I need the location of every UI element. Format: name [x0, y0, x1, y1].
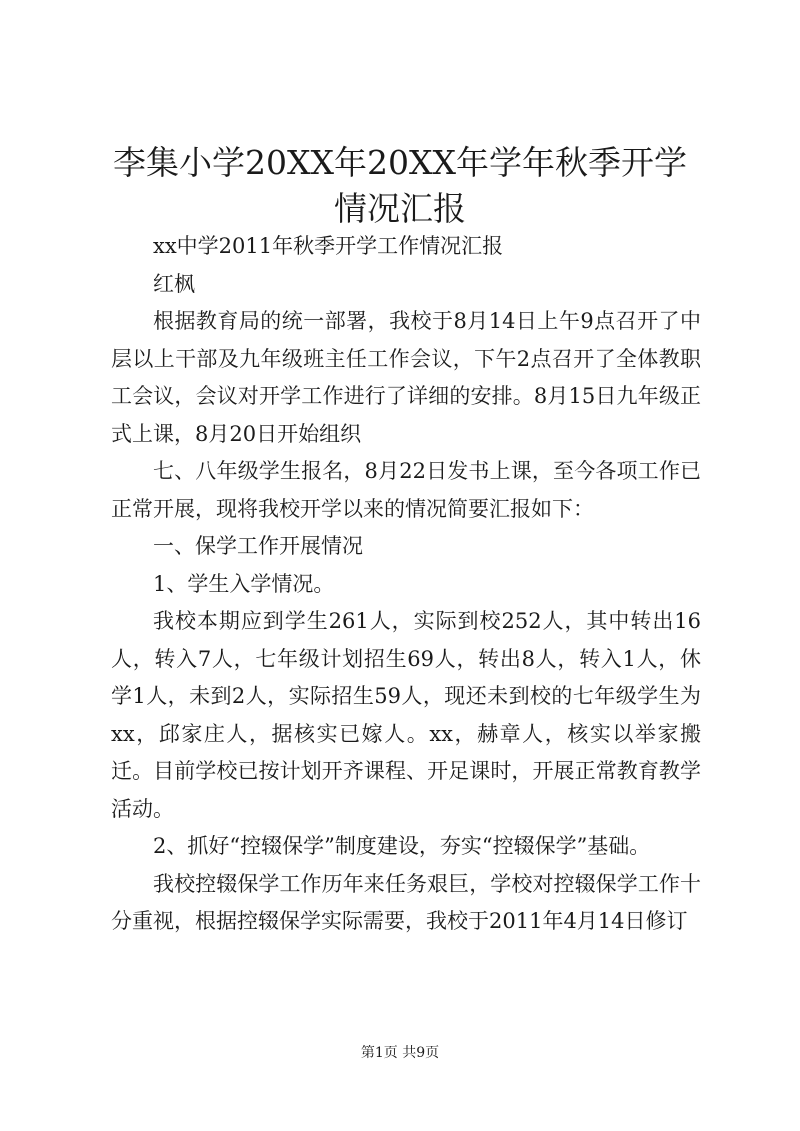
- paragraph-subtitle: xx中学2011年秋季开学工作情况汇报: [153, 234, 504, 258]
- paragraph-enrollment: 我校本期应到学生261人，实际到校252人，其中转出16人，转入7人，七年级计划招生69人，转出8人，转入1人，休学1人，未到2人，实际招生59人，现还未到校的七年级学生为xx，邱家庄人，据核实已嫁人。xx，赫章人，核实以举家搬迁。目前学校已按计划开齐课程、开足课时，开展正常教育教学活动。: [111, 609, 701, 821]
- document-body: [111, 228, 701, 941]
- subsection-heading-2: 2、抓好“控辍保学”制度建设，夯实“控辍保学”基础。: [153, 834, 651, 858]
- page-footer: 第1页 共9页: [360, 1045, 440, 1061]
- paragraph-dropout-control: 我校控辍保学工作历年来任务艰巨，学校对控辍保学工作十分重视，根据控辍保学实际需要，我校于2011年4月14日修订: [111, 871, 701, 933]
- subsection-heading-1: 1、学生入学情况。: [153, 571, 335, 596]
- section-heading-1: 一、保学工作开展情况: [153, 534, 363, 558]
- paragraph-intro-continued: 七、八年级学生报名，8月22日发书上课，至今各项工作已正常开展，现将我校开学以来的情况简要汇报如下：: [111, 459, 701, 521]
- paragraph-intro: 根据教育局的统一部署，我校于8月14日上午9点召开了中层以上干部及九年级班主任工作会议，下午2点召开了全体教职工会议，会议对开学工作进行了详细的安排。8月15日九年级正式上课，8月20日开始组织: [111, 309, 701, 446]
- paragraph-author: 红枫: [153, 271, 195, 296]
- document-title: 李集小学20XX年20XX年学年秋季开学情况汇报: [113, 143, 687, 228]
